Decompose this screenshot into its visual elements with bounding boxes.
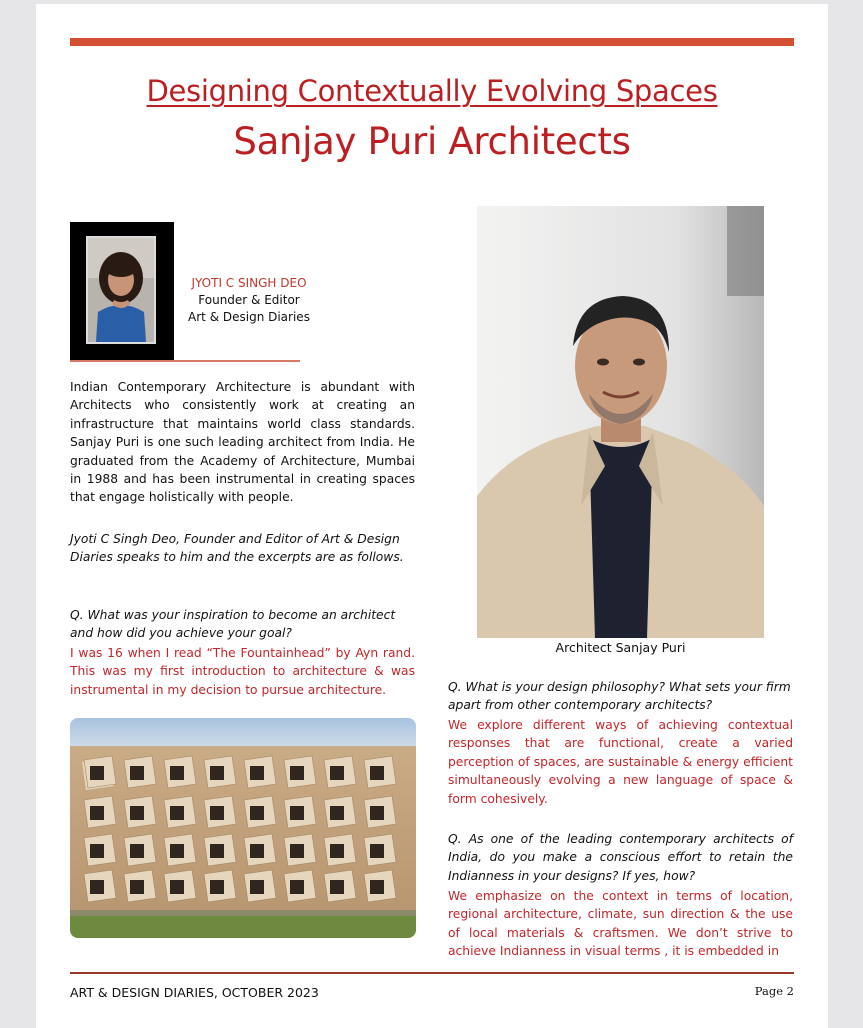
author-photo-frame <box>70 222 174 360</box>
answer-3: We emphasize on the context in terms of location, regional architecture, climate, sun direction & the use of local materials & craftsmen. We don’t strive to achieve Indianness in visual terms , it is embedded in <box>448 889 793 959</box>
header-rule <box>70 38 794 46</box>
intro-paragraph: Indian Contemporary Architecture is abundant with Architects who consistently work at creating an infrastructure that maintains world class standards. Sanjay Puri is one such leading architect from India. He graduated from the Academy of Architecture, Mumbai in 1988 and has been instrumental in creating spaces that engage holistically with people. <box>70 380 415 505</box>
footer-issue: ART & DESIGN DIARIES, OCTOBER 2023 <box>70 985 319 1000</box>
author-publication: Art & Design Diaries <box>188 310 310 324</box>
building-photo <box>70 718 416 938</box>
author-photo <box>86 236 156 344</box>
article-kicker: Designing Contextually Evolving Spaces <box>146 74 718 108</box>
portrait-caption: Architect Sanjay Puri <box>555 640 686 655</box>
question-2: Q. What is your design philosophy? What sets your firm apart from other contemporary architects? <box>448 680 791 713</box>
architect-portrait <box>477 206 764 638</box>
article-title: Sanjay Puri Architects <box>233 120 631 163</box>
magazine-page <box>36 4 828 1028</box>
answer-1: I was 16 when I read “The Fountainhead” by Ayn rand. This was my first introduction to architecture & was instrumental in my decision to pursue architecture. <box>70 646 415 697</box>
intro-note: Jyoti C Singh Deo, Founder and Editor of Art & Design Diaries speaks to him and the excerpts are as follows. <box>70 532 404 565</box>
answer-2: We explore different ways of achieving contextual responses that are functional, create a varied perception of spaces, are sustainable & energy efficient simultaneously evolving a new language of space & form cohesively. <box>448 718 793 806</box>
author-name: JYOTI C SINGH DEO <box>191 276 307 290</box>
question-1: Q. What was your inspiration to become an architect and how did you achieve your goal? <box>70 608 396 641</box>
question-3: Q. As one of the leading contemporary architects of India, do you make a conscious effort to retain the Indianness in your designs? If yes, how? <box>448 832 793 883</box>
footer-rule <box>70 972 794 974</box>
author-role: Founder & Editor <box>198 293 300 307</box>
page-number: Page 2 <box>754 984 794 998</box>
author-divider <box>70 360 300 362</box>
